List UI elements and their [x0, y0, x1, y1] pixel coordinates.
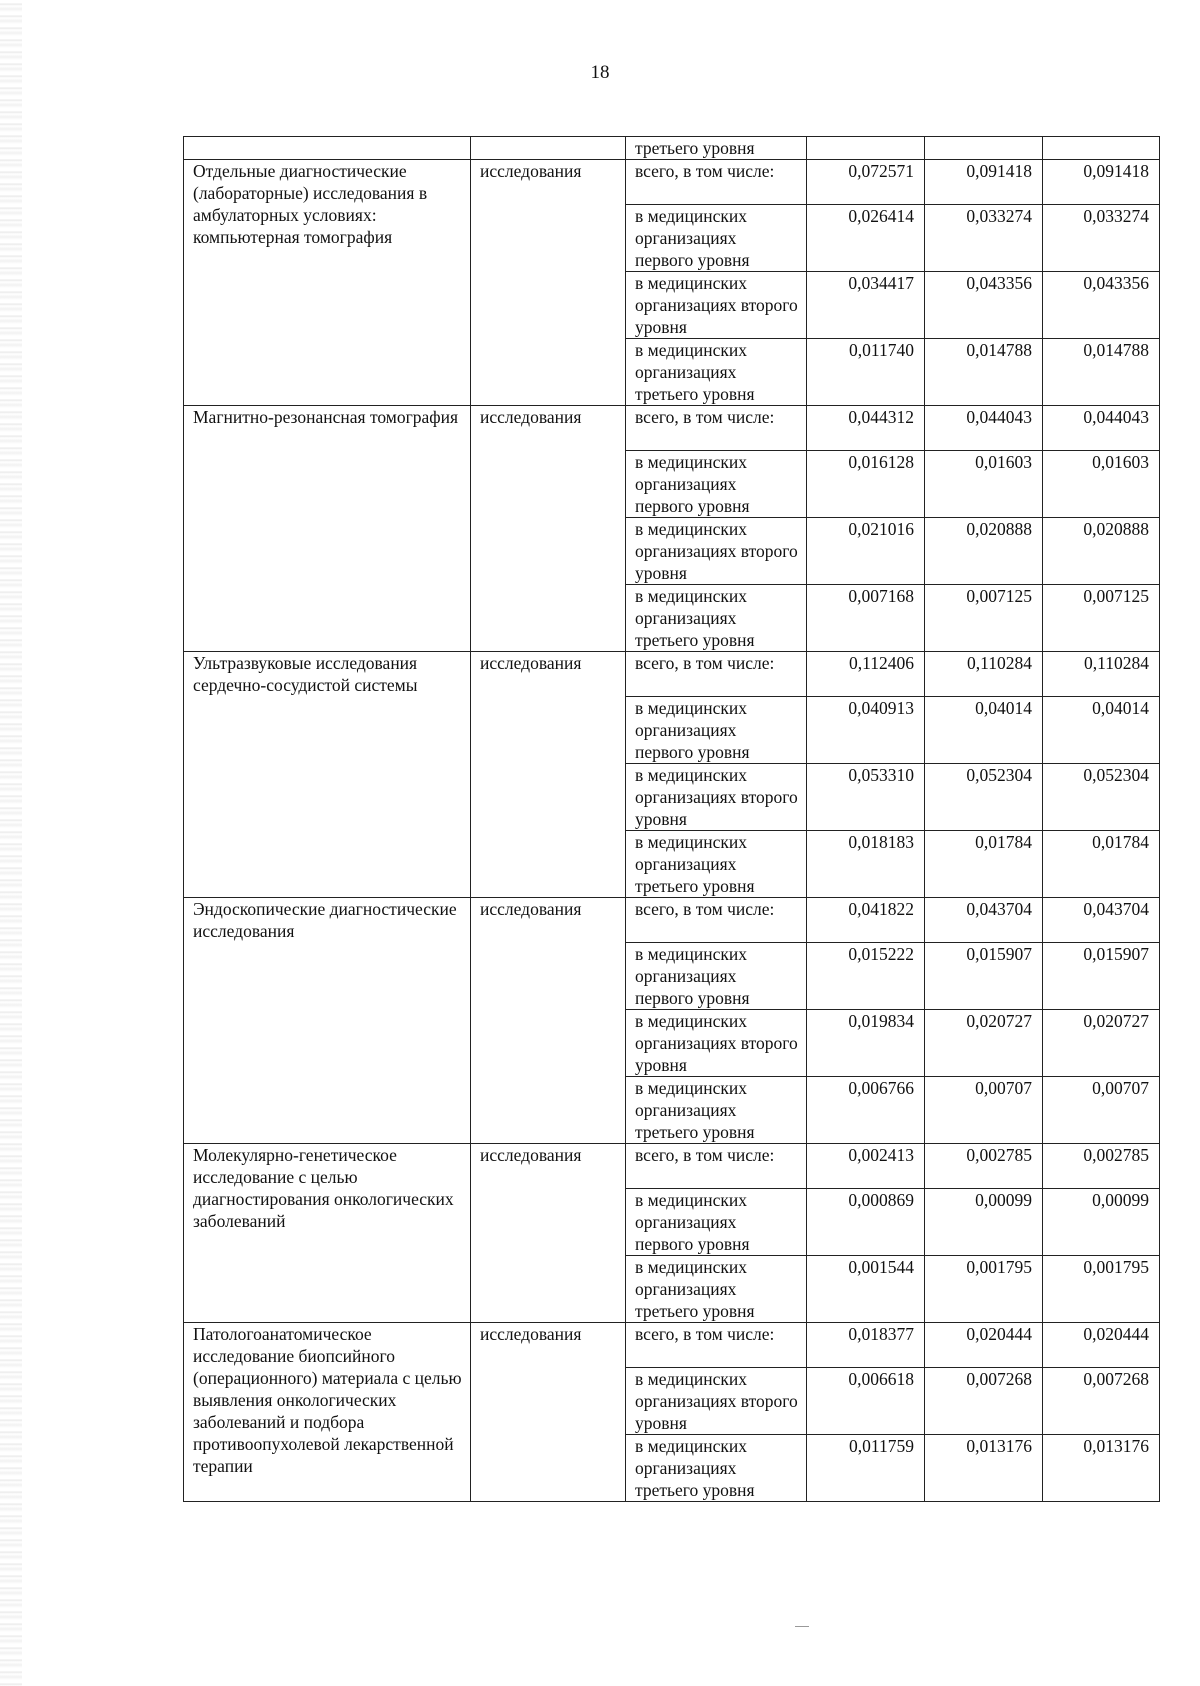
value-cell: 0,110284 [925, 652, 1043, 697]
level-label-cell: в медицинских организациях первого уровня [626, 697, 807, 764]
level-label-cell: в медицинских организациях третьего уровня [626, 585, 807, 652]
service-name-cell: Эндоскопические диагностические исследования [184, 898, 471, 1144]
level-label-cell: в медицинских организациях второго уровня [626, 518, 807, 585]
scan-edge-artifact [0, 0, 22, 1686]
service-name-cell: Патологоанатомическое исследование биопсийного (операционного) материала с целью выявления онкологических заболеваний и подбора противоопухолевой лекарственной терапии [184, 1323, 471, 1502]
value-cell: 0,020727 [1043, 1010, 1160, 1077]
value-cell: 0,000869 [807, 1189, 925, 1256]
table-row [184, 898, 1160, 943]
value-cell: 0,016128 [807, 451, 925, 518]
unit-cell: исследования [471, 1323, 626, 1502]
value-cell: 0,013176 [925, 1435, 1043, 1502]
value-cell: 0,002785 [925, 1144, 1043, 1189]
value-cell: 0,020888 [1043, 518, 1160, 585]
value-cell: 0,110284 [1043, 652, 1160, 697]
service-name-cell: Отдельные диагностические (лабораторные) исследования в амбулаторных условиях: компьютерная томография [184, 160, 471, 406]
value-cell: 0,001795 [1043, 1256, 1160, 1323]
value-cell: 0,020444 [925, 1323, 1043, 1368]
value-cell: 0,002785 [1043, 1144, 1160, 1189]
top-row-value-cell [925, 137, 1043, 160]
value-cell: 0,011740 [807, 339, 925, 406]
value-cell: 0,091418 [1043, 160, 1160, 205]
level-label-cell: в медицинских организациях первого уровня [626, 943, 807, 1010]
value-cell: 0,007125 [1043, 585, 1160, 652]
value-cell: 0,001795 [925, 1256, 1043, 1323]
level-label-cell: всего, в том числе: [626, 406, 807, 451]
value-cell: 0,00099 [925, 1189, 1043, 1256]
value-cell: 0,04014 [925, 697, 1043, 764]
service-name-cell: Магнитно-резонансная томография [184, 406, 471, 652]
value-cell: 0,001544 [807, 1256, 925, 1323]
value-cell: 0,01603 [925, 451, 1043, 518]
value-cell: 0,072571 [807, 160, 925, 205]
value-cell: 0,007168 [807, 585, 925, 652]
level-label-cell: в медицинских организациях второго уровня [626, 1368, 807, 1435]
value-cell: 0,011759 [807, 1435, 925, 1502]
level-label-cell: всего, в том числе: [626, 898, 807, 943]
level-label-cell: в медицинских организациях первого уровня [626, 1189, 807, 1256]
value-cell: 0,112406 [807, 652, 925, 697]
unit-cell: исследования [471, 160, 626, 406]
top-row-name-cell [184, 137, 471, 160]
value-cell: 0,014788 [1043, 339, 1160, 406]
value-cell: 0,00707 [1043, 1077, 1160, 1144]
value-cell: 0,006618 [807, 1368, 925, 1435]
value-cell: 0,052304 [925, 764, 1043, 831]
unit-cell: исследования [471, 652, 626, 898]
table-row [184, 652, 1160, 697]
scan-dash-artifact [795, 1626, 809, 1627]
value-cell: 0,043704 [925, 898, 1043, 943]
unit-cell: исследования [471, 406, 626, 652]
level-label-cell: в медицинских организациях третьего уровня [626, 1435, 807, 1502]
value-cell: 0,020727 [925, 1010, 1043, 1077]
service-name-cell: Ультразвуковые исследования сердечно-сосудистой системы [184, 652, 471, 898]
table-row [184, 160, 1160, 205]
value-cell: 0,053310 [807, 764, 925, 831]
unit-cell: исследования [471, 1144, 626, 1323]
value-cell: 0,007125 [925, 585, 1043, 652]
level-label-cell: в медицинских организациях второго уровня [626, 764, 807, 831]
value-cell: 0,033274 [925, 205, 1043, 272]
value-cell: 0,034417 [807, 272, 925, 339]
level-label-cell: в медицинских организациях третьего уровня [626, 1077, 807, 1144]
value-cell: 0,006766 [807, 1077, 925, 1144]
value-cell: 0,019834 [807, 1010, 925, 1077]
value-cell: 0,040913 [807, 697, 925, 764]
level-label-cell: в медицинских организациях третьего уровня [626, 831, 807, 898]
value-cell: 0,01784 [925, 831, 1043, 898]
value-cell: 0,021016 [807, 518, 925, 585]
value-cell: 0,044043 [1043, 406, 1160, 451]
value-cell: 0,033274 [1043, 205, 1160, 272]
value-cell: 0,01603 [1043, 451, 1160, 518]
value-cell: 0,043356 [925, 272, 1043, 339]
value-cell: 0,014788 [925, 339, 1043, 406]
unit-cell: исследования [471, 898, 626, 1144]
top-row-value-cell [1043, 137, 1160, 160]
value-cell: 0,015907 [925, 943, 1043, 1010]
value-cell: 0,041822 [807, 898, 925, 943]
table-row [184, 406, 1160, 451]
top-row-label-cell: третьего уровня [626, 137, 807, 160]
level-label-cell: всего, в том числе: [626, 160, 807, 205]
level-label-cell: в медицинских организациях второго уровня [626, 272, 807, 339]
level-label-cell: всего, в том числе: [626, 1144, 807, 1189]
value-cell: 0,04014 [1043, 697, 1160, 764]
value-cell: 0,018183 [807, 831, 925, 898]
level-label-cell: в медицинских организациях третьего уровня [626, 339, 807, 406]
value-cell: 0,015907 [1043, 943, 1160, 1010]
service-name-cell: Молекулярно-генетическое исследование с целью диагностирования онкологических заболеваний [184, 1144, 471, 1323]
standards-table [183, 136, 1160, 1502]
page-number: 18 [590, 62, 610, 83]
value-cell: 0,020444 [1043, 1323, 1160, 1368]
value-cell: 0,052304 [1043, 764, 1160, 831]
value-cell: 0,018377 [807, 1323, 925, 1368]
value-cell: 0,013176 [1043, 1435, 1160, 1502]
level-label-cell: в медицинских организациях первого уровня [626, 205, 807, 272]
value-cell: 0,044043 [925, 406, 1043, 451]
level-label-cell: в медицинских организациях первого уровня [626, 451, 807, 518]
level-label-cell: в медицинских организациях третьего уровня [626, 1256, 807, 1323]
value-cell: 0,043704 [1043, 898, 1160, 943]
value-cell: 0,01784 [1043, 831, 1160, 898]
value-cell: 0,044312 [807, 406, 925, 451]
level-label-cell: всего, в том числе: [626, 1323, 807, 1368]
value-cell: 0,020888 [925, 518, 1043, 585]
top-row-value-cell [807, 137, 925, 160]
value-cell: 0,007268 [925, 1368, 1043, 1435]
value-cell: 0,002413 [807, 1144, 925, 1189]
table-row [184, 1323, 1160, 1368]
value-cell: 0,007268 [1043, 1368, 1160, 1435]
value-cell: 0,091418 [925, 160, 1043, 205]
table-row [184, 1144, 1160, 1189]
top-row-unit-cell [471, 137, 626, 160]
value-cell: 0,015222 [807, 943, 925, 1010]
value-cell: 0,00707 [925, 1077, 1043, 1144]
value-cell: 0,026414 [807, 205, 925, 272]
level-label-cell: всего, в том числе: [626, 652, 807, 697]
table-row [184, 137, 1160, 160]
value-cell: 0,00099 [1043, 1189, 1160, 1256]
value-cell: 0,043356 [1043, 272, 1160, 339]
level-label-cell: в медицинских организациях второго уровня [626, 1010, 807, 1077]
